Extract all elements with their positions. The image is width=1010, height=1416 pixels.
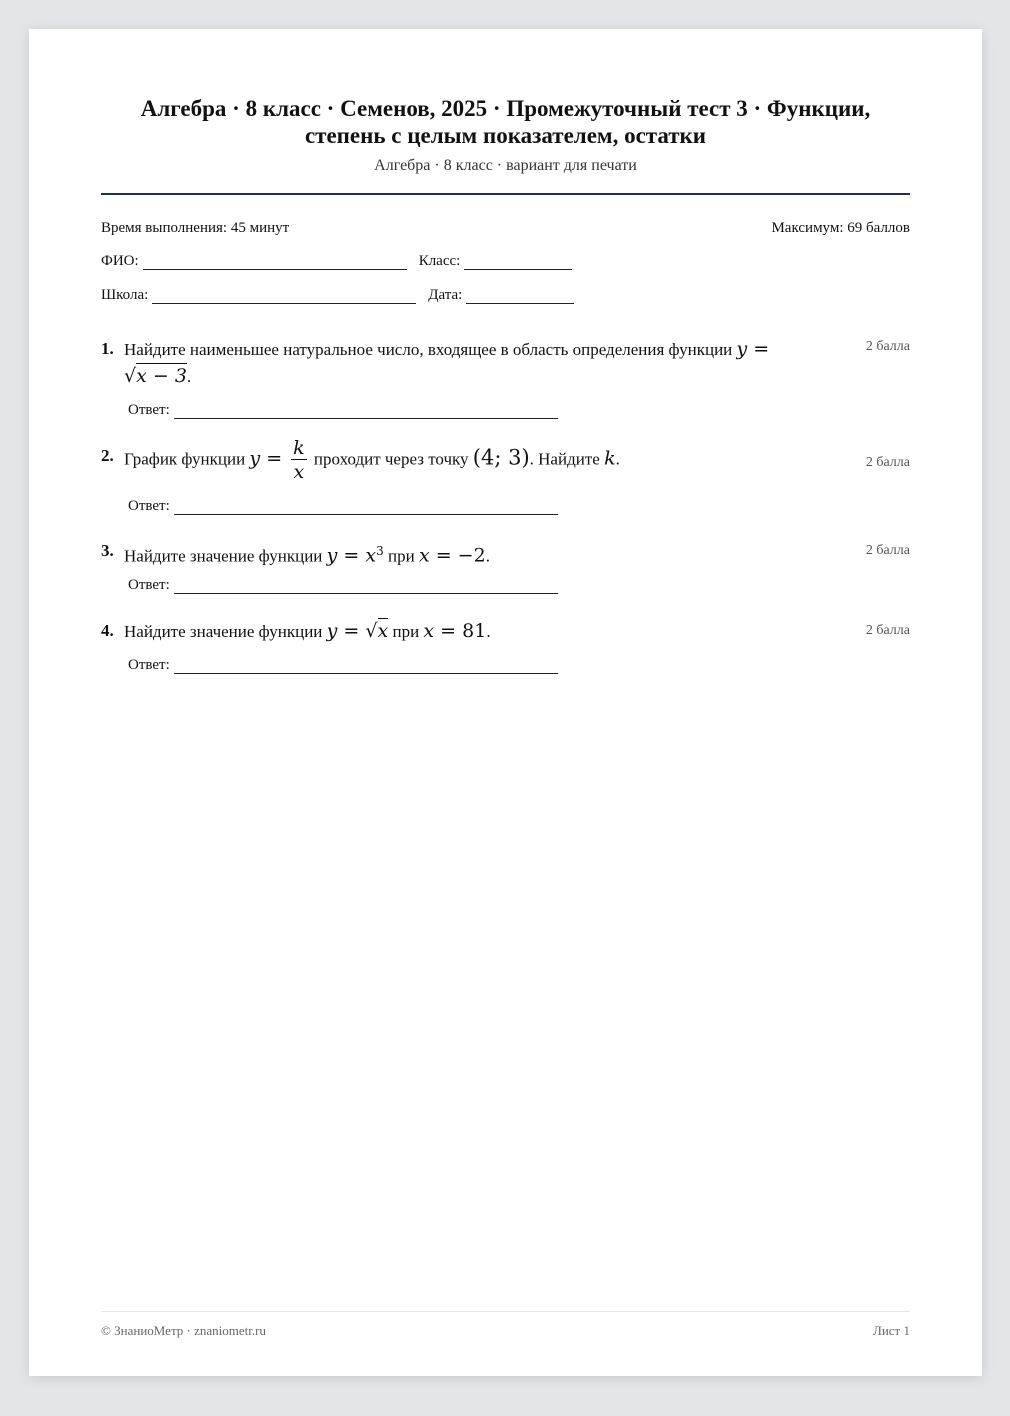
date-label: Дата: bbox=[428, 287, 463, 303]
page-subtitle: Алгебра · 8 класс · вариант для печати bbox=[374, 157, 637, 174]
text-part: . bbox=[186, 367, 192, 386]
fraction-numerator: k bbox=[293, 437, 305, 459]
math-var: y bbox=[249, 447, 261, 470]
fio-label: ФИО: bbox=[101, 253, 139, 269]
meta-row bbox=[101, 220, 910, 237]
answer-label: Ответ: bbox=[128, 657, 170, 673]
text-part: Найдите значение функции bbox=[124, 622, 327, 641]
question-text bbox=[124, 538, 814, 570]
answer-row-1 bbox=[128, 402, 558, 419]
text-part: Найдите значение функции bbox=[124, 546, 327, 566]
answer-label: Ответ: bbox=[128, 402, 170, 418]
question-text bbox=[124, 336, 814, 390]
answer-field[interactable] bbox=[174, 579, 558, 594]
text-part: . bbox=[485, 546, 490, 566]
school-date-row bbox=[101, 287, 586, 304]
max-score: Максимум: 69 баллов bbox=[771, 220, 910, 236]
question-number: 1. bbox=[101, 339, 114, 358]
question-text bbox=[124, 618, 814, 645]
answer-row-4 bbox=[128, 657, 558, 674]
text-part: . bbox=[486, 622, 491, 641]
radicand: x − 3 bbox=[136, 365, 187, 387]
math-op: = bbox=[337, 620, 366, 642]
class-field[interactable] bbox=[464, 255, 572, 270]
answer-field[interactable] bbox=[174, 659, 558, 674]
math-var: y bbox=[326, 544, 338, 567]
question-text bbox=[124, 437, 814, 484]
math-op: = bbox=[337, 544, 366, 567]
math-point: (4; 3) bbox=[472, 445, 530, 470]
page-footer bbox=[101, 1323, 910, 1339]
page-sheet bbox=[29, 29, 982, 1376]
answer-label: Ответ: bbox=[128, 498, 170, 514]
radicand: x bbox=[377, 620, 389, 642]
math-exponent: 3 bbox=[376, 544, 384, 558]
fraction-denominator: x bbox=[293, 461, 305, 483]
question-number: 3. bbox=[101, 541, 114, 560]
math-op: = bbox=[260, 447, 289, 470]
time-limit: Время выполнения: 45 минут bbox=[101, 220, 290, 236]
fio-class-row bbox=[101, 253, 584, 270]
answer-row-2 bbox=[128, 498, 558, 515]
text-part: График функции bbox=[124, 449, 250, 469]
footer-copyright: © ЗнаниоМетр · znaniometr.ru bbox=[101, 1323, 266, 1338]
text-part: . Найдите bbox=[529, 449, 605, 469]
sqrt-expression: √x bbox=[365, 620, 389, 642]
math-var: y bbox=[736, 338, 748, 360]
page-title: Алгебра · 8 класс · Семенов, 2025 · Промежуточный тест 3 · Функции, степень с целым показателем, остатки bbox=[140, 96, 871, 148]
school-field[interactable] bbox=[152, 289, 416, 304]
fio-field[interactable] bbox=[143, 255, 407, 270]
text-part: Найдите наименьшее натуральное число, входящее в область определения функции bbox=[124, 340, 737, 359]
answer-label: Ответ: bbox=[128, 577, 170, 593]
question-number: 2. bbox=[101, 446, 114, 465]
math-op: = −2 bbox=[429, 544, 486, 567]
question-number: 4. bbox=[101, 621, 114, 640]
text-part: при bbox=[383, 546, 419, 566]
text-part: проходит через точку bbox=[309, 449, 473, 469]
math-var: y bbox=[326, 620, 338, 642]
answer-field[interactable] bbox=[174, 404, 558, 419]
footer-divider bbox=[101, 1311, 910, 1312]
date-field[interactable] bbox=[466, 289, 574, 304]
school-label: Школа: bbox=[101, 287, 149, 303]
page-number: Лист 1 bbox=[873, 1323, 910, 1338]
question-points: 2 балла bbox=[865, 455, 910, 470]
math-var: k bbox=[604, 447, 616, 470]
class-label: Класс: bbox=[418, 253, 461, 269]
math-op: = 81 bbox=[434, 620, 487, 642]
answer-row-3 bbox=[128, 577, 558, 594]
math-op: = bbox=[747, 338, 770, 360]
sqrt-expression: √x − 3 bbox=[124, 365, 187, 387]
text-part: . bbox=[615, 449, 620, 469]
question-points: 2 балла bbox=[865, 543, 910, 558]
question-points: 2 балла bbox=[865, 623, 910, 638]
answer-field[interactable] bbox=[174, 500, 558, 515]
math-var: x bbox=[418, 544, 430, 567]
question-points: 2 балла bbox=[865, 339, 910, 354]
math-var: x bbox=[423, 620, 435, 642]
math-var: x bbox=[365, 544, 377, 567]
page-content bbox=[101, 29, 910, 1376]
fraction bbox=[291, 437, 307, 484]
text-part: при bbox=[388, 622, 424, 641]
header-divider bbox=[101, 193, 910, 195]
